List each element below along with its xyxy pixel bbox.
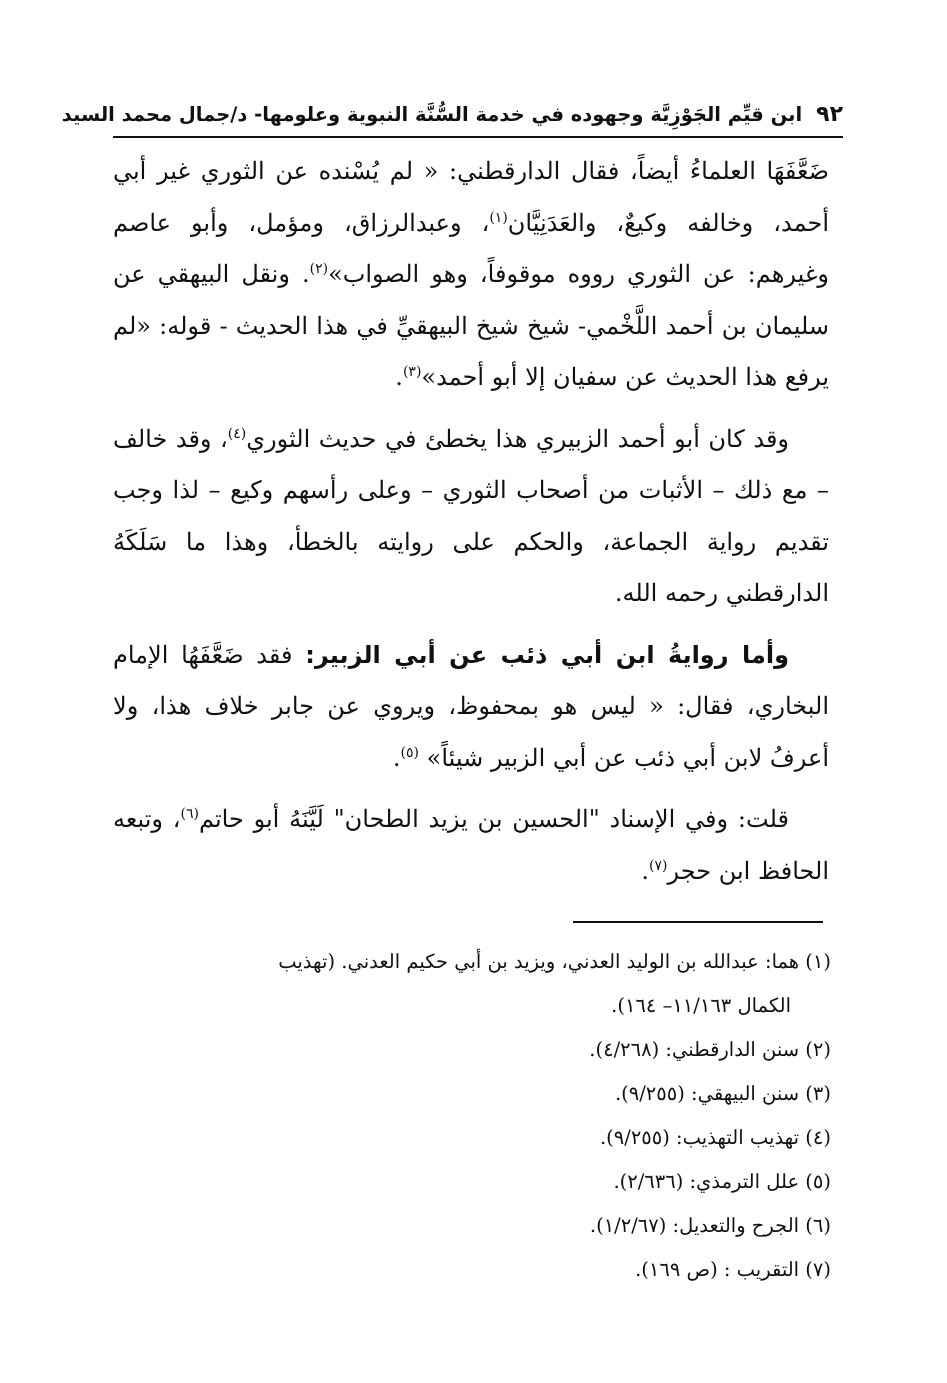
running-header xyxy=(61,96,843,132)
footnote-ref-2: (٢) xyxy=(309,261,329,277)
footnote-2: (٢) سنن الدارقطني: (٤/٢٦٨). xyxy=(589,1038,831,1061)
section-lead: وأما روايةُ ابن أبي ذئب عن أبي الزبير: xyxy=(305,640,790,669)
footnote-ref-3: (٣) xyxy=(402,364,422,380)
main-text xyxy=(113,146,829,897)
footnote-separator xyxy=(573,921,823,923)
paragraph-3: وأما روايةُ ابن أبي ذئب عن أبي الزبير: فقد ضَعَّفَهُا الإمام البخاري، فقال: « ليس هو بمحفوظ، ويروي عن جابر خلاف هذا، ولا أعرفُ لابن أبي ذئب عن أبي الزبير شيئاً» $^{(٥)}$. xyxy=(113,640,829,772)
footnote-ref-6: (٦) xyxy=(180,806,199,822)
footnote-ref-4: (٤) xyxy=(227,425,247,442)
footnote-6: (٦) الجرح والتعديل: (١/٢/٦٧). xyxy=(589,1214,831,1237)
footnote-1-continued: الكمال ١١/١٦٣– ١٦٤). xyxy=(611,994,791,1017)
footnote-7: (٧) التقريب : (ص ١٦٩). xyxy=(635,1258,831,1281)
paragraph-1: ضَعَّفَهَا العلماءُ أيضاً، فقال الدارقطني: « لم يُسْنده عن الثوري غير أبي أحمد، وخالفه وكيعٌ، والعَدَنِيَّان$^{(١)}$، وعبدالرزاق، ومؤمل، وأبو عاصم وغيرهم: عن الثوري رووه موقوفاً، وهو الصواب»$^{(٢)}$. ونقل البيهقي عن سليمان بن أحمد اللَّخْمي- شيخ شيخ البيهقيِّ في هذا الحديث - قوله: «لم يرفع هذا الحديث عن سفيان إلا أبو أحمد»$^{(٣)}$. xyxy=(113,157,829,391)
footnote-ref-7: (٧) xyxy=(649,857,668,874)
footnotes xyxy=(113,940,831,1292)
footnote-5: (٥) علل الترمذي: (٢/٦٣٦). xyxy=(613,1170,831,1193)
header-rule xyxy=(113,136,843,138)
footnote-3: (٣) سنن البيهقي: (٩/٢٥٥). xyxy=(614,1082,831,1105)
footnote-1: (١) هما: عبدالله بن الوليد العدني، ويزيد بن أبي حكيم العدني. (تهذيب xyxy=(278,950,831,973)
footnote-ref-5: (٥) xyxy=(400,744,420,761)
paragraph-4: قلت: وفي الإسناد "الحسين بن يزيد الطحان" لَيَّنَهُ أبو حاتم$^{(٦)}$، وتبعه الحافظ ابن حجر$^{(٧)}$. xyxy=(113,805,829,885)
page-number: ٩٢ xyxy=(816,101,843,127)
running-title: ابن قيِّم الجَوْزِيَّة وجهوده في خدمة السُّنَّة النبوية وعلومها- د/جمال محمد السيد xyxy=(61,102,803,126)
footnote-ref-1: (١) xyxy=(489,209,508,226)
footnote-4: (٤) تهذيب التهذيب: (٩/٢٥٥). xyxy=(599,1126,831,1149)
paragraph-2: وقد كان أبو أحمد الزبيري هذا يخطئ في حديث الثوري$^{(٤)}$، وقد خالف – مع ذلك – الأثبات من أصحاب الثوري – وعلى رأسهم وكيع – لذا وجب تقديم رواية الجماعة، والحكم على روايته بالخطأ، وهذا ما سَلَكَهُ الدارقطني رحمه الله. xyxy=(113,424,829,607)
